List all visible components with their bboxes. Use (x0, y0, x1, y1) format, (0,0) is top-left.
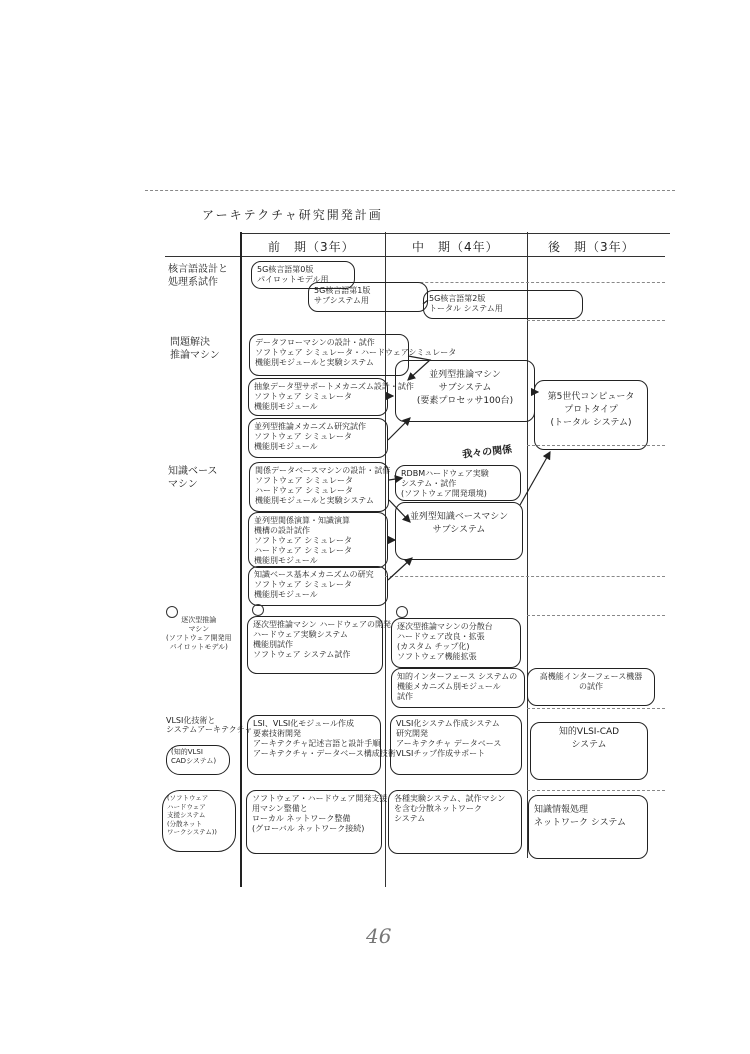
box-kernel-v0: 5G核言語第0版 パイロットモデル用 (251, 261, 355, 289)
box-knowledge-network: 知識情報処理 ネットワーク システム (528, 795, 648, 859)
box-parallel-kb-subsystem: 並列型知識ベースマシン サブシステム (395, 502, 523, 560)
box-lsi-vlsi-modules: LSI、VLSI化モジュール作成 要素技術開発 アーキテクチャ記述言語と設計手順 アーキテクチャ・データベース構成技術 (247, 715, 381, 775)
box-relational-db-machine: 関係データベースマシンの設計・試作 ソフトウェア シミュレータ ハードウェア シミュレータ 機能別モジュールと実験システム (249, 462, 389, 512)
box-intelligent-interface: 知的インターフェース システムの 機能メカニズム別モジュール 試作 (391, 668, 525, 708)
row-label-kernel: 核言語設計と 処理系試作 (168, 264, 228, 288)
document-title: アーキテクチャ研究開発計画 (202, 208, 383, 222)
box-knowledge-base-mech: 知識ベース基本メカニズムの研究 ソフトウェア シミュレータ 機能別モジュール (248, 566, 388, 606)
box-distributed-network: 各種実験システム、試作マシン を含む分散ネットワーク システム (388, 790, 522, 854)
arrow-dataflow-to-subsystem (408, 356, 430, 380)
column-header-middle: 中 期（4年） (412, 240, 499, 254)
arrow-rdb-to-rdbm (389, 478, 402, 480)
row-label-vlsi-cad: (知的VLSI CADシステム) (166, 745, 230, 775)
box-dataflow-machine: データフローマシンの設計・試作 ソフトウェア シミュレータ・ハードウェアシミュレータ 機能別モジュールと実験システム (249, 334, 409, 376)
box-parallel-inference-subsystem: 並列型推論マシン サブシステム (要素プロセッサ100台) (395, 360, 535, 422)
handwritten-annotation: 我々の関係 (461, 444, 513, 461)
box-kernel-v2: 5G核言語第2版 トータル システム用 (423, 290, 583, 319)
column-header-early: 前 期（3年） (268, 240, 355, 254)
box-support-machines: ソフトウェア・ハードウェア開発支援 用マシン整備と ローカル ネットワーク整備 (グローバル ネットワーク接続) (246, 790, 382, 854)
arrow-kb-subsystem-to-prototype (520, 452, 550, 505)
box-parallel-inference-mech: 並列型推論メカニズム研究試作 ソフトウェア シミュレータ 機能別モジュール (248, 418, 388, 458)
column-header-late: 後 期（3年） (548, 240, 635, 254)
box-vlsi-system-creation: VLSI化システム作成システム 研究開発 アーキテクチャ データベース VLSIチップ作成サポート (390, 715, 522, 775)
box-sequential-hardware: 逐次型推論マシン ハードウェアの開発 ハードウェア実験システム 機能別試作 ソフトウェア システム試作 (247, 616, 383, 674)
box-rdbm-hardware: RDBMハードウェア実験 システム・試作 (ソフトウェア開発環境) (395, 465, 521, 501)
row-label-knowledge: 知識ベース マシン (168, 466, 218, 490)
row-label-vlsi: VLSI化技術と システムアーキテクチャ (166, 716, 253, 734)
row-label-inference: 問題解決 推論マシン (170, 337, 220, 361)
box-5g-prototype: 第5世代コンピュータ プロトタイプ (トータル システム) (534, 380, 648, 450)
box-high-function-interface: 高機能インターフェース機器 の試作 (527, 668, 655, 706)
box-kernel-v1: 5G核言語第1版 サブシステム用 (308, 282, 428, 312)
page-number: 46 (366, 924, 392, 948)
box-intelligent-vlsi-cad: 知的VLSI-CAD システム (530, 722, 648, 780)
arrow-pim-to-subsystem (388, 418, 410, 440)
box-parallel-relational-ops: 並列型関係演算・知識演算 機構の設計試作 ソフトウェア シミュレータ ハードウェア シミュレータ 機能別モジュール (248, 512, 388, 568)
arrow-rdb-down (389, 500, 410, 522)
row-label-sequential: 逐次型推論 マシン (ソフトウェア開発用 パイロットモデル) (166, 616, 232, 651)
arrow-kernel-to-mid (423, 300, 428, 304)
box-sequential-improvement: 逐次型推論マシンの分散台 ハードウェア改良・拡張 (カスタム チップ化) ソフトウェア機能拡張 (391, 618, 521, 668)
arrow-kbmech-to-kb-subsystem (388, 558, 412, 580)
box-abstract-datatype: 抽象データ型サポートメカニズム設計・試作 ソフトウェア シミュレータ 機能別モジュール (248, 378, 388, 416)
row-label-support: (ソフトウェア ハードウェア 支援システム (分散ネット ワークシステム)) (162, 790, 236, 852)
